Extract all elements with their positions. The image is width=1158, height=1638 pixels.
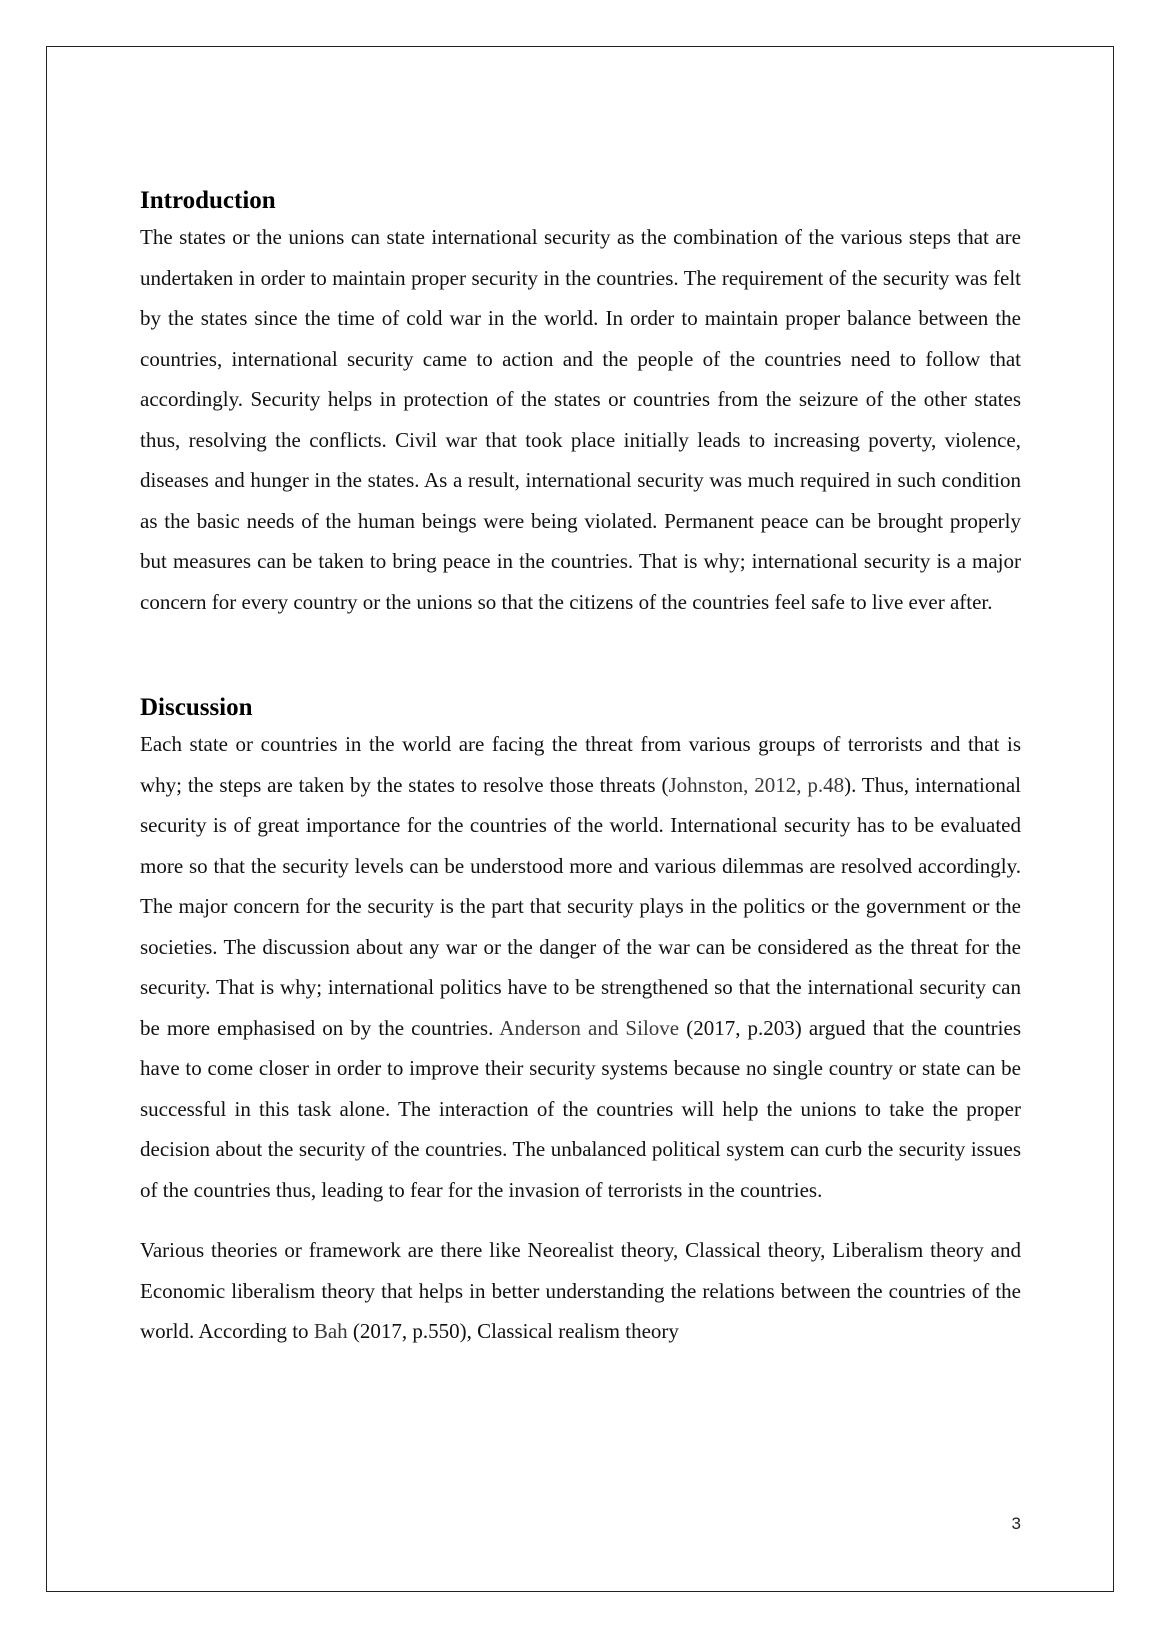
discussion-p1-text-2: ). Thus, international security is of great importance for the countries of the world. International security has to be evaluated more so that the security levels can be understood more and various dilemmas are resolved accordingly. The major concern for the security is the part that security plays in the politics or the government or the societies. The discussion about any war or the danger of the war can be considered as the threat for the security. That is why; international politics have to be strengthened so that the international security can be more emphasised on by the countries. — [140, 772, 1022, 1040]
introduction-paragraph: The states or the unions can state international security as the combination of the various steps that are undertaken in order to maintain proper security in the countries. The requirement of the security was felt by the states since the time of cold war in the world. In order to maintain proper balance between the countries, international security came to action and the people of the countries need to follow that accordingly. Security helps in protection of the states or countries from the seizure of the other states thus, resolving the conflicts. Civil war that took place initially leads to increasing poverty, violence, diseases and hunger in the states. As a result, international security was much required in such condition as the basic needs of the human beings were being violated. Permanent peace can be brought properly but measures can be taken to bring peace in the countries. That is why; international security is a major concern for every country or the unions so that the citizens of the countries feel safe to live ever after. — [140, 225, 1021, 614]
page-number: 3 — [1011, 1514, 1021, 1533]
discussion-p1-text-3: (2017, p.203) argued that the countries have to come closer in order to improve their security systems because no single country or state can be successful in this task alone. The interaction of the countries will help the unions to take the proper decision about the security of the countries. The unbalanced political system can curb the security issues of the countries thus, leading to fear for the invasion of terrorists in the countries. — [140, 1015, 1021, 1202]
discussion-paragraph-2 — [140, 1230, 1021, 1352]
citation-bah: Bah — [313, 1319, 348, 1343]
introduction-heading: Introduction — [140, 187, 276, 214]
discussion-p2-text-1: Various theories or framework are there like Neorealist theory, Classical theory, Liberalism theory and Economic liberalism theory that helps in better understanding the relations between the countries of the world. According to — [140, 1238, 1021, 1343]
discussion-heading: Discussion — [140, 694, 253, 721]
discussion-paragraph-1 — [140, 724, 1021, 1210]
citation-anderson-silove: Anderson and Silove — [499, 1015, 680, 1040]
discussion-p2-text-2: (2017, p.550), Classical realism theory — [347, 1319, 679, 1343]
citation-johnston: Johnston, 2012, p.48 — [668, 772, 845, 797]
discussion-p1-text-1: Each state or countries in the world are facing the threat from various groups of terrorists and that is why; the steps are taken by the states to resolve those threats ( — [140, 732, 1021, 797]
document-body — [140, 185, 1021, 1352]
